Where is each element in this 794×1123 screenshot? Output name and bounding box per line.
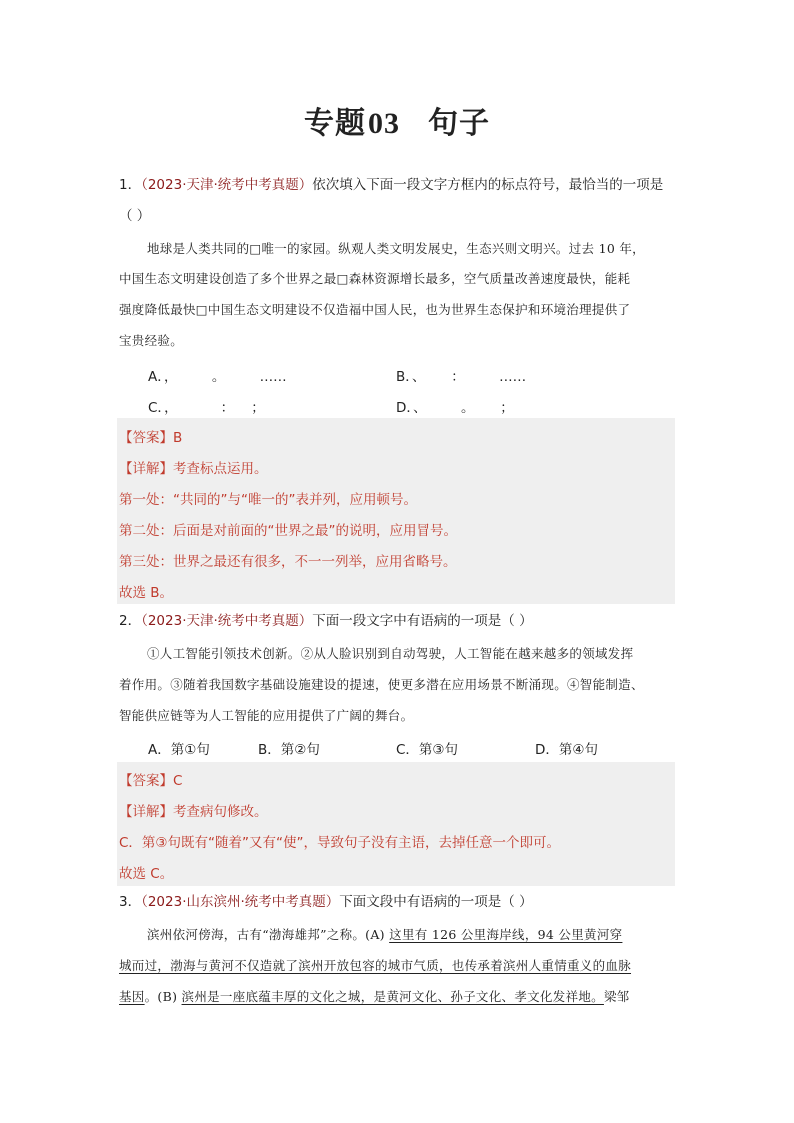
q2-note-1: C．第③句既有“随着”又有“使”，导致句子没有主语，去掉任意一个即可。 xyxy=(119,835,561,851)
q3-underlined-a-end: 基因 xyxy=(119,989,145,1004)
answer-label: 【答案】 xyxy=(119,773,173,789)
q3-text: 梁邹 xyxy=(603,989,630,1004)
question-text: 依次填入下面一段文字方框内的标点符号，最恰当的一项是 xyxy=(312,177,664,193)
q1-option-a[interactable]: A．， 。 …… xyxy=(148,369,287,385)
q1-paragraph-line-3: 强度降低最快□中国生态文明建设不仅造福中国人民，也为世界生态保护和环境治理提供了 xyxy=(119,302,631,317)
question-3-stem xyxy=(119,893,679,911)
q2-detail xyxy=(119,800,268,820)
q3-text: 滨州依河傍海，古有“渤海雄邦”之称。(A) xyxy=(147,927,390,942)
q1-answer xyxy=(119,426,182,446)
q1-note-2: 第二处：后面是对前面的“世界之最”的说明，应用冒号。 xyxy=(119,523,457,539)
q1-option-c[interactable]: C．， ： ； xyxy=(148,400,265,416)
detail-text: 考查标点运用。 xyxy=(173,461,268,477)
question-source: （2023·天津·统考中考真题） xyxy=(141,177,313,193)
q2-option-c[interactable]: C．第③句 xyxy=(396,742,459,758)
q2-paragraph-line-3: 智能供应链等为人工智能的应用提供了广阔的舞台。 xyxy=(119,708,414,723)
page-title xyxy=(0,98,794,142)
q1-paragraph-line-4: 宝贵经验。 xyxy=(119,333,184,348)
question-1-stem xyxy=(119,176,679,194)
q3-paragraph-line-2: 城而过，渤海与黄河不仅造就了滨州开放包容的城市气质，也传承着滨州人重情重义的血脉 xyxy=(119,958,632,973)
answer-value: B xyxy=(173,430,183,446)
q1-option-b[interactable]: B．、 ： …… xyxy=(396,369,527,385)
detail-text: 考查病句修改。 xyxy=(173,804,268,820)
q1-note-4: 故选 B。 xyxy=(119,585,174,601)
question-source: （2023·山东滨州·统考中考真题） xyxy=(141,894,340,910)
answer-value: C xyxy=(173,773,183,789)
q2-option-a[interactable]: A．第①句 xyxy=(148,742,210,758)
answer-label: 【答案】 xyxy=(119,430,173,446)
detail-label: 【详解】 xyxy=(119,461,173,477)
q1-note-1: 第一处：“共同的”与“唯一的”表并列，应用顿号。 xyxy=(119,492,417,508)
q2-answer xyxy=(119,769,182,789)
q1-paragraph-line-2: 中国生态文明建设创造了多个世界之最□森林资源增长最多，空气质量改善速度最快，能耗 xyxy=(119,271,631,286)
q2-paragraph-line-2: 着作用。③随着我国数字基础设施建设的提速，使更多潜在应用场景不断涌现。④智能制造、 xyxy=(119,677,644,692)
title-number: 03 xyxy=(368,107,400,140)
q3-underlined-b: 滨州是一座底蕴丰厚的文化之城，是黄河文化、孙子文化、孝文化发祥地。 xyxy=(181,989,604,1004)
q2-option-d[interactable]: D．第④句 xyxy=(535,742,598,758)
q1-detail xyxy=(119,457,268,477)
title-prefix: 专题 xyxy=(304,106,366,141)
question-2-stem xyxy=(119,612,679,630)
q2-note-2: 故选 C。 xyxy=(119,866,174,882)
question-source: （2023·天津·统考中考真题） xyxy=(141,613,313,629)
q1-option-d[interactable]: D．、 。 ； xyxy=(396,400,514,416)
question-text: 下面文段中有语病的一项是（ ） xyxy=(339,894,533,910)
title-name: 句子 xyxy=(428,106,490,141)
q1-paragraph-line-1: 地球是人类共同的□唯一的家园。纵观人类文明发展史，生态兴则文明兴。过去 10 年， xyxy=(147,241,645,256)
q1-answer-block xyxy=(117,418,675,604)
q2-paragraph-line-1: ①人工智能引领技术创新。②从人脸识别到自动驾驶，人工智能在越来越多的领域发挥 xyxy=(147,646,634,661)
question-number: 1． xyxy=(119,177,142,193)
q1-note-3: 第三处：世界之最还有很多，不一一列举，应用省略号。 xyxy=(119,554,457,570)
question-number: 2． xyxy=(119,613,142,629)
question-1-paren: （ ） xyxy=(119,208,151,224)
q3-paragraph-line-1 xyxy=(147,926,707,944)
q3-text: 。(B) xyxy=(144,989,182,1004)
detail-label: 【详解】 xyxy=(119,804,173,820)
question-text: 下面一段文字中有语病的一项是（ ） xyxy=(312,613,533,629)
q2-option-b[interactable]: B．第②句 xyxy=(258,742,320,758)
q3-underlined-a: 这里有 126 公里海岸线，94 公里黄河穿 xyxy=(389,927,623,942)
q2-answer-block xyxy=(117,762,675,886)
question-number: 3． xyxy=(119,894,142,910)
q3-paragraph-line-3 xyxy=(119,988,679,1006)
